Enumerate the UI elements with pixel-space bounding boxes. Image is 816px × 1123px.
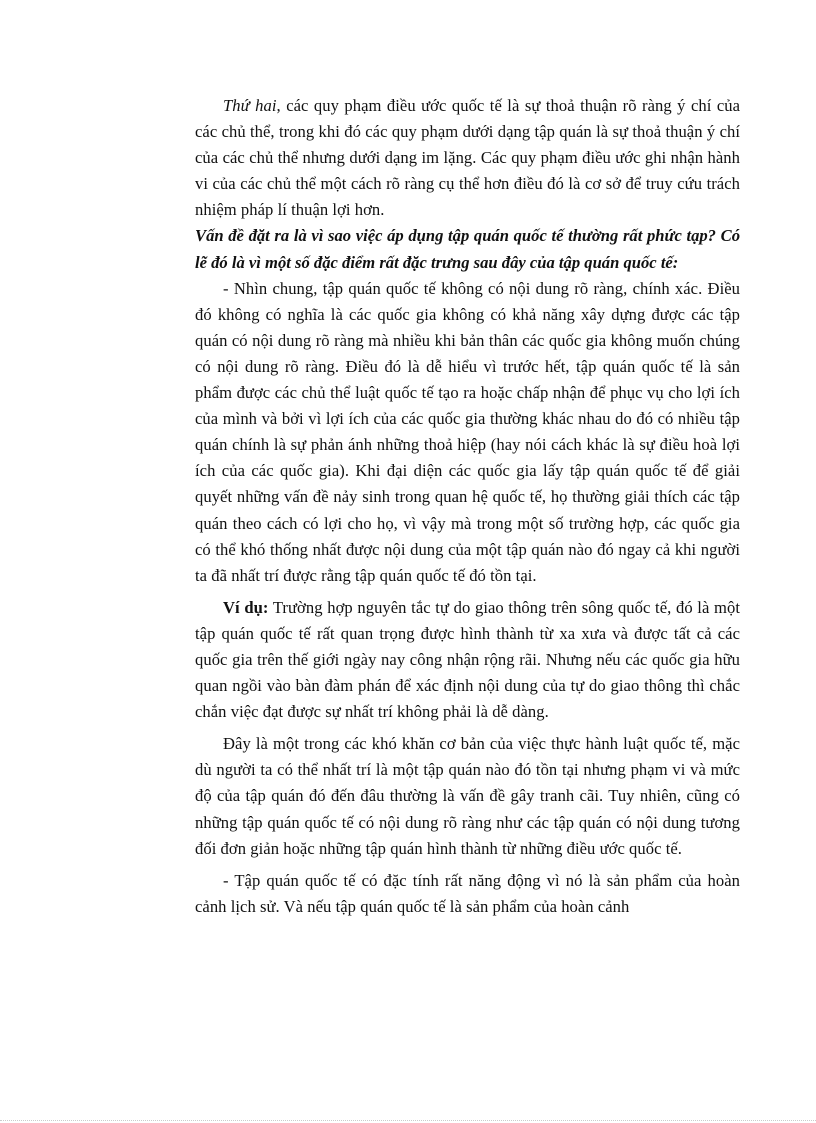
paragraph-text: , các quy phạm điều ước quốc tế là sự thoả thuận rõ ràng ý chí của các chủ thể, trong khi đó các quy phạm dưới dạng tập quán là sự thoả thuận ý chí của các chủ thể nhưng dưới dạng im lặng. Các quy phạm điều ước ghi nhận hành vi của các chủ thể một cách rõ ràng cụ thể hơn điều đó là cơ sở để truy cứu trách nhiệm pháp lí thuận lợi hơn. bbox=[195, 96, 741, 220]
paragraph-example bbox=[195, 595, 740, 725]
page-bottom-border bbox=[0, 1120, 816, 1121]
document-page bbox=[195, 93, 740, 920]
paragraph-difficulty: Đây là một trong các khó khăn cơ bản của việc thực hành luật quốc tế, mặc dù người ta có thể nhất trí là một tập quán nào đó tồn tại nhưng phạm vi và mức độ của tập quán đó đến đâu thường là vấn đề gây tranh cãi. Tuy nhiên, cũng có những tập quán quốc tế có nội dung rõ ràng như các tập quán có nội dung tương đối đơn giản hoặc những tập quán hình thành từ những điều ước quốc tế. bbox=[195, 734, 740, 858]
paragraph-text: Trường hợp nguyên tắc tự do giao thông trên sông quốc tế, đó là một tập quán quốc tế rất quan trọng được hình thành từ xa xưa và được tất cả các quốc gia trên thế giới ngày nay công nhận rộng rãi. Nhưng nếu các quốc gia hữu quan ngồi vào bàn đàm phán để xác định nội dung của tự do giao thông thì chắc chắn việc đạt được sự nhất trí không phải là dễ dàng. bbox=[195, 597, 740, 722]
example-label: Ví dụ: bbox=[223, 597, 269, 617]
paragraph-thu-hai bbox=[195, 93, 740, 223]
question-heading: Vấn đề đặt ra là vì sao việc áp dụng tập quán quốc tế thường rất phức tạp? Có lẽ đó là vì một số đặc điểm rất đặc trưng sau đây của tập quán quốc tế: bbox=[195, 226, 740, 272]
paragraph-lead-italic: Thứ hai bbox=[223, 96, 277, 115]
paragraph-characteristic-2: - Tập quán quốc tế có đặc tính rất năng động vì nó là sản phẩm của hoàn cảnh lịch sử. Và nếu tập quán quốc tế là sản phẩm của hoàn cảnh bbox=[195, 870, 740, 916]
paragraph-characteristic-1: - Nhìn chung, tập quán quốc tế không có nội dung rõ ràng, chính xác. Điều đó không có nghĩa là các quốc gia không có khả năng xây dựng được các tập quán có nội dung rõ ràng mà nhiều khi bản thân các quốc gia không muốn chúng có nội dung rõ ràng. Điều đó là dễ hiểu vì trước hết, tập quán quốc tế là sản phẩm được các chủ thể luật quốc tế tạo ra hoặc chấp nhận để phục vụ cho lợi ích của mình và bởi vì lợi ích của các quốc gia thường khác nhau do đó có nhiều tập quán chính là sự phản ánh những thoả hiệp (hay nói cách khác là sự điều hoà lợi ích của các quốc gia). Khi đại diện các quốc gia lấy tập quán quốc tế để giải quyết những vấn đề nảy sinh trong quan hệ quốc tế, họ thường giải thích các tập quán theo cách có lợi cho họ, vì vậy mà trong một số trường hợp, các quốc gia có thể khó thống nhất được nội dung của một tập quán nào đó ngay cả khi người ta đã nhất trí được rằng tập quán quốc tế đó tồn tại. bbox=[195, 278, 740, 585]
